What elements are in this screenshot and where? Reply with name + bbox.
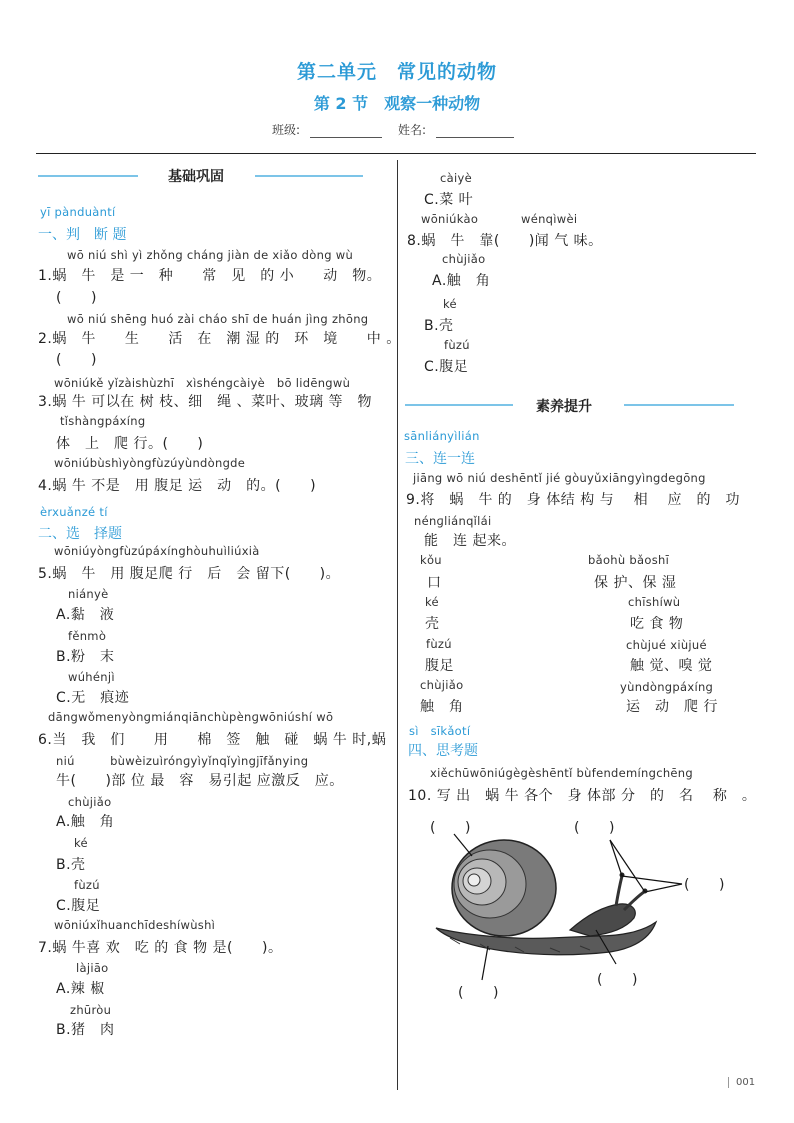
match-right-2[interactable]: 吃 食 物 [630,616,684,632]
blank-tentacle-top[interactable]: ( ) [574,820,615,836]
q8-pinyin-1: wōniúkào [421,212,479,226]
name-field[interactable] [398,121,514,138]
snail-tentacle-lower [624,892,644,910]
q6-b-pinyin: ké [74,836,88,850]
q6-text: 6.当 我 们 用 棉 签 触 碰 蜗 牛 时,蜗 [38,732,387,748]
q10-pinyin: xiěchūwōniúgègèshēntǐ bùfendemíngchēng [430,766,693,780]
q8-text: 8.蜗 牛 靠( )闻 气 味。 [407,233,603,249]
q6-a-pinyin: chùjiǎo [68,795,112,809]
q6-option-c[interactable]: C.腹足 [56,898,101,914]
q7-pinyin: wōniúxǐhuanchīdeshíwùshì [54,918,216,932]
column-divider [397,160,398,1090]
match-left-3[interactable]: 腹足 [425,658,454,674]
q8-b-pinyin: ké [443,297,457,311]
improve-section-title: 素养提升 [536,399,592,415]
q10-text: 10. 写 出 蜗 牛 各个 身 体部 分 的 名 称 。 [408,788,757,804]
q7-c-pinyin: càiyè [440,171,472,185]
section-bar-left [38,175,138,177]
leader-tentacle-c [645,884,682,892]
match-right-4[interactable]: 运 动 爬 行 [626,699,718,715]
leader-tentacle-b [610,840,645,892]
q4-pinyin: wōniúbùshìyòngfùzúyùndòngde [54,456,246,470]
match-left-1-pinyin: kǒu [420,553,442,567]
class-field[interactable] [272,121,382,138]
q3-text: 3.蜗 牛 可以在 树 枝、细 绳 、菜叶、玻璃 等 物 [38,394,373,410]
q1-text: 1.蜗 牛 是 一 种 常 见 的 小 动 物。 [38,268,382,284]
q6-option-a[interactable]: A.触 角 [56,814,115,830]
q7-text: 7.蜗 牛喜 欢 吃 的 食 物 是( )。 [38,940,283,956]
q1-pinyin: wō niú shì yì zhǒng cháng jiàn de xiǎo dòng wù [67,248,354,262]
match-right-3[interactable]: 触 觉、嗅 觉 [630,658,713,674]
sec3-pinyin: sānliányìlián [404,429,480,443]
q6-pinyin-2: niú bùwèizuìrónɡyìyǐnqǐyìngjīfǎnying [56,754,309,768]
q5-option-a[interactable]: A.黏 液 [56,607,115,623]
leader-tentacle-d [622,876,682,884]
q3-text-2: 体 上 爬 行。( ) [56,436,204,452]
match-left-4[interactable]: 触 角 [420,699,464,715]
q7-b-pinyin: zhūròu [70,1003,112,1017]
q5-c-pinyin: wúhénjì [68,670,115,684]
q5-pinyin: wōniúyòngfùzúpáxínghòuhuìliúxià [54,544,260,558]
q6-c-pinyin: fùzú [74,878,100,892]
class-blank[interactable] [310,125,382,138]
sec2-title: 二、选 择题 [38,526,122,542]
class-label: 班级: [272,123,301,137]
unit-title: 第二单元 常见的动物 [296,61,497,83]
q7-a-pinyin: làjiāo [76,961,109,975]
header-divider [36,153,756,154]
q5-text: 5.蜗 牛 用 腹足爬 行 后 会 留下( )。 [38,566,341,582]
q5-b-pinyin: fěnmò [68,629,107,643]
q8-c-pinyin: fùzú [444,338,470,352]
q3-pinyin: wōniúkě yǐzàishùzhī xìshéngcàiyè bō lidēngwù [54,376,351,390]
sec4-title: 四、思考题 [408,743,478,759]
q6-text-2: 牛( )部 位 最 容 易引起 应激反 应。 [56,773,344,789]
q8-a-pinyin: chùjiǎo [442,252,486,266]
match-right-1[interactable]: 保 护、保 湿 [594,575,677,591]
q8-option-b[interactable]: B.壳 [424,318,454,334]
page-number: 001 [728,1077,755,1088]
q9-pinyin: jiāng wō niú deshēntǐ jié gòuyǔxiāngyìngdegōng [413,471,706,485]
blank-shell[interactable]: ( ) [430,820,471,836]
q3-pinyin-2: tǐshàngpáxíng [60,414,146,428]
q2-answer[interactable]: ( ) [56,352,97,368]
section-bar-right [255,175,363,177]
q2-text: 2.蜗 牛 生 活 在 潮 湿 的 环 境 中 。 [38,331,401,347]
improve-bar-left [405,404,513,406]
sec1-title: 一、判 断 题 [38,227,127,243]
q7-option-c[interactable]: C.菜 叶 [424,192,474,208]
q8-option-c[interactable]: C.腹足 [424,359,469,375]
q7-option-b[interactable]: B.猪 肉 [56,1022,115,1038]
q8-pinyin-2: wénqìwèi [521,212,578,226]
q2-pinyin: wō niú shēng huó zài cháo shī de huán jìng zhōng [67,312,369,326]
match-right-4-pinyin: yùndòngpáxíng [620,680,714,694]
sec2-pinyin: èrxuǎnzé tí [40,505,108,519]
name-blank[interactable] [436,125,514,138]
q6-option-b[interactable]: B.壳 [56,857,86,873]
blank-tentacle-side[interactable]: ( ) [684,877,725,893]
q4-text: 4.蜗 牛 不是 用 腹足 运 动 的。( ) [38,478,317,494]
match-right-2-pinyin: chīshíwù [628,595,681,609]
lesson-title: 第 2 节 观察一种动物 [313,94,481,113]
snail-illustration [420,810,760,1010]
q7-option-a[interactable]: A.辣 椒 [56,981,105,997]
name-label: 姓名: [398,123,427,137]
leader-shell [454,834,472,856]
q5-option-c[interactable]: C.无 痕迹 [56,690,130,706]
improve-bar-right [624,404,734,406]
q1-answer[interactable]: ( ) [56,290,97,306]
match-left-4-pinyin: chùjiǎo [420,678,464,692]
snail-tentacle-upper [616,876,622,906]
q9-text: 9.将 蜗 牛 的 身 体结 构 与 相 应 的 功 [406,492,741,508]
sec3-title: 三、连一连 [405,451,475,467]
q9-pinyin-2: nénɡliánqǐlái [414,514,492,528]
match-left-3-pinyin: fùzú [426,637,452,651]
q5-option-b[interactable]: B.粉 末 [56,649,115,665]
basic-section-title: 基础巩固 [168,169,224,185]
match-left-1[interactable]: 口 [427,575,442,591]
sec4-pinyin: sì sīkǎotí [409,724,471,738]
leader-foot [482,946,488,980]
snail-shell-whorl-4 [468,874,480,886]
match-right-3-pinyin: chùjué xiùjué [626,638,707,652]
q8-option-a[interactable]: A.触 角 [432,273,491,289]
sec1-pinyin: yī pànduàntí [40,205,116,219]
match-left-2[interactable]: 壳 [425,616,440,632]
blank-foot[interactable]: ( ) [458,985,499,1001]
leader-tentacle-a [610,840,622,876]
match-left-2-pinyin: ké [425,595,439,609]
match-right-1-pinyin: bǎohù bǎoshī [588,553,670,567]
q5-a-pinyin: niányè [68,587,109,601]
q6-pinyin: dāngwǒmenyònɡmiánqiānchùpènɡwōniúshí wō [48,710,334,724]
blank-head[interactable]: ( ) [597,972,638,988]
q9-text-2: 能 连 起来。 [424,533,516,549]
